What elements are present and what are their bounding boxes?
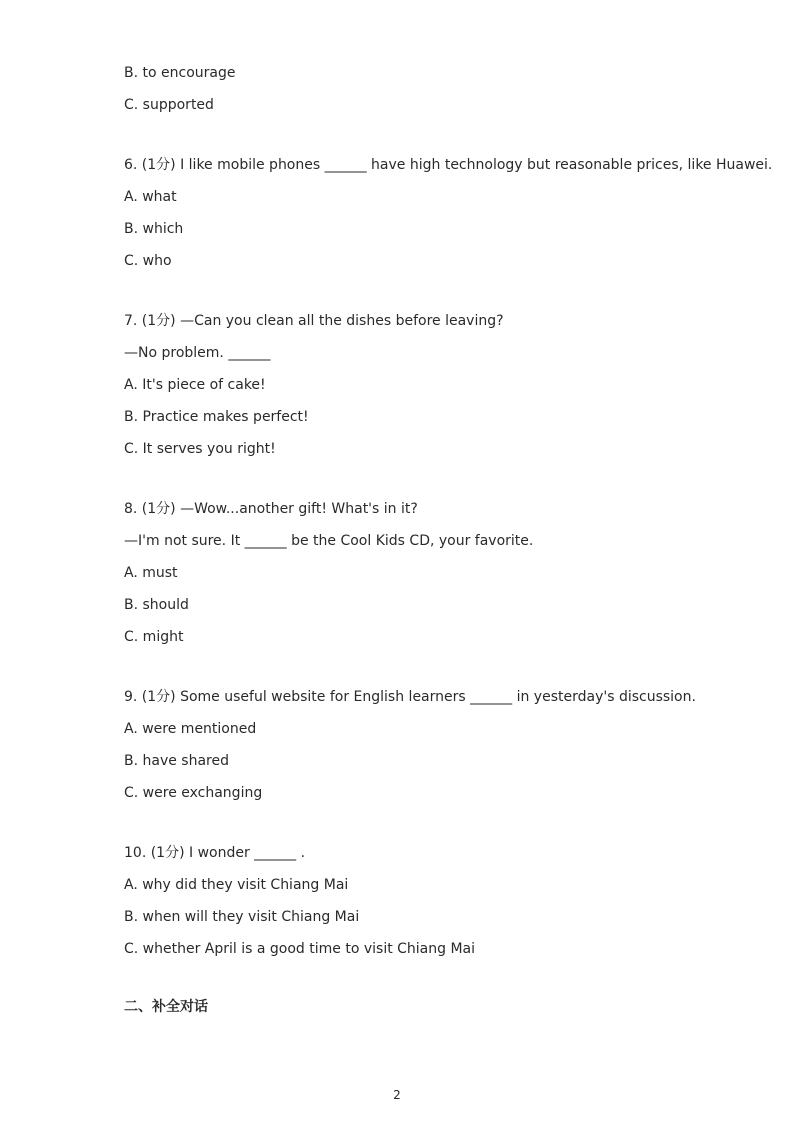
q10-option-a: A. why did they visit Chiang Mai	[124, 877, 349, 893]
section-title: 二、补全对话	[124, 999, 208, 1015]
q7-option-a: A. It's piece of cake!	[124, 377, 266, 393]
q7-option-c: C. It serves you right!	[124, 441, 276, 457]
q6-option-b: B. which	[124, 221, 184, 237]
q10-stem: 10. (1分) I wonder ______ .	[124, 845, 306, 861]
q7-reply: —No problem. ______	[124, 345, 271, 361]
q6-option-a: A. what	[124, 189, 177, 205]
page-number: 2	[393, 1088, 401, 1102]
q8-stem: 8. (1分) —Wow...another gift! What's in it?	[124, 501, 418, 517]
q6-stem: 6. (1分) I like mobile phones ______ have high technology but reasonable prices, like Huawei.	[124, 157, 773, 173]
q8-option-b: B. should	[124, 597, 189, 613]
q7-option-b: B. Practice makes perfect!	[124, 409, 309, 425]
q5-option-b: B. to encourage	[124, 65, 236, 81]
q5-option-c: C. supported	[124, 97, 214, 113]
q10-option-b: B. when will they visit Chiang Mai	[124, 909, 360, 925]
q9-option-c: C. were exchanging	[124, 785, 263, 801]
q10-option-c: C. whether April is a good time to visit Chiang Mai	[124, 941, 476, 957]
q7-stem: 7. (1分) —Can you clean all the dishes before leaving?	[124, 313, 504, 329]
q9-option-b: B. have shared	[124, 753, 229, 769]
q9-stem: 9. (1分) Some useful website for English learners ______ in yesterday's discussion.	[124, 689, 696, 705]
q8-option-a: A. must	[124, 565, 178, 581]
q8-reply: —I'm not sure. It ______ be the Cool Kids CD, your favorite.	[124, 533, 534, 549]
q8-option-c: C. might	[124, 629, 184, 645]
q9-option-a: A. were mentioned	[124, 721, 257, 737]
q6-option-c: C. who	[124, 253, 172, 269]
